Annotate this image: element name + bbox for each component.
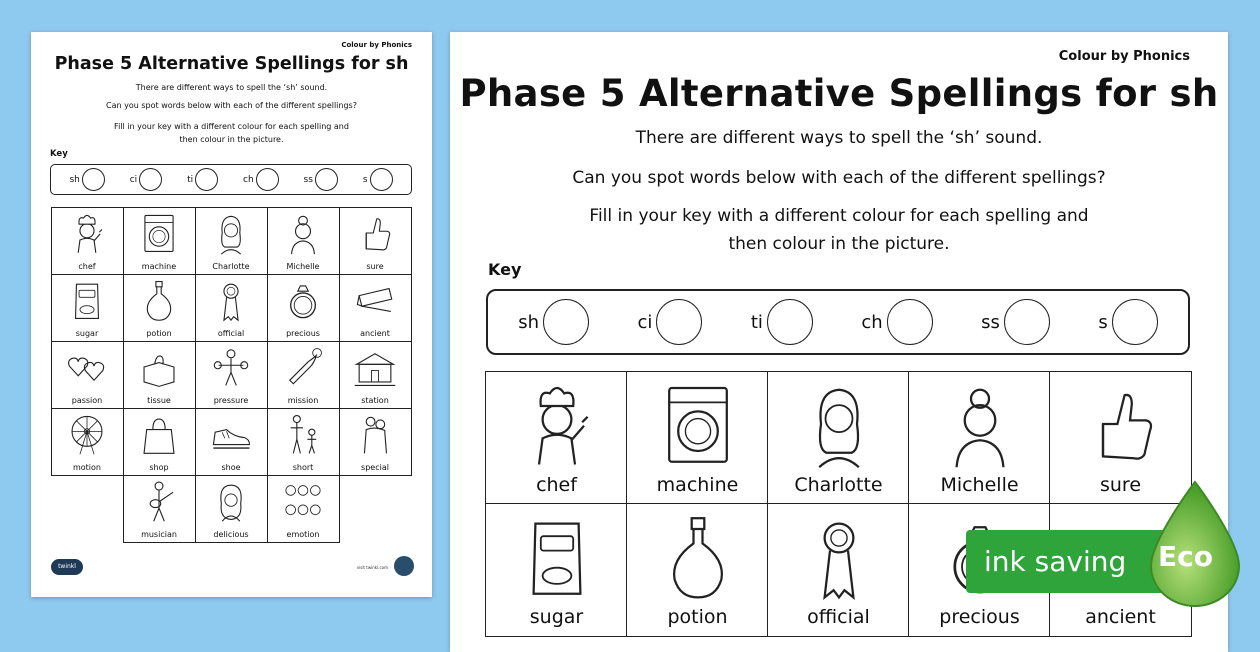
sugar-bag-icon [512, 511, 602, 601]
word-cell-short[interactable] [267, 408, 340, 476]
worksheet-thumbnail [31, 32, 432, 597]
word-cell-michelle[interactable] [908, 371, 1051, 505]
key-item-label: ci [637, 311, 653, 333]
girl-icon [794, 379, 884, 469]
intro-line-3: Fill in your key with a different colour for each spelling and [589, 206, 1089, 226]
key-circle[interactable] [82, 168, 105, 191]
word-label: ancient [1085, 605, 1156, 628]
eating-person-icon [209, 479, 253, 523]
key-item-label: ss [981, 311, 1000, 333]
word-cell-station[interactable] [339, 341, 412, 409]
intro-line-4: then colour in the picture. [728, 234, 950, 254]
brand-label: Colour by Phonics [341, 41, 412, 49]
word-cell-passion[interactable] [51, 341, 124, 409]
intro-line-2: Can you spot words below with each of the different spellings? [106, 101, 357, 110]
word-cell-mission[interactable] [267, 341, 340, 409]
word-label: official [217, 328, 245, 338]
key-circle[interactable] [256, 168, 279, 191]
word-label: sugar [529, 605, 584, 628]
word-cell-machine[interactable] [626, 371, 769, 505]
word-label: station [361, 395, 389, 405]
page-title: Phase 5 Alternative Spellings for sh [459, 72, 1219, 115]
key-item-ch [243, 168, 279, 191]
thumbs-up-icon [1076, 379, 1166, 469]
key-item-label: ti [187, 174, 194, 185]
word-label: Michelle [940, 473, 1019, 496]
word-label: precious [286, 328, 320, 338]
shopping-bag-icon [137, 412, 181, 456]
word-label: shop [149, 462, 169, 472]
intro-line-3: Fill in your key with a different colour for each spelling and [114, 122, 349, 131]
rocket-icon [281, 345, 325, 389]
rosette-icon [209, 278, 253, 322]
word-cell-sugar[interactable] [51, 274, 124, 342]
woman-icon [935, 379, 1025, 469]
washing-machine-icon [137, 211, 181, 255]
ferris-wheel-icon [65, 412, 109, 456]
word-cell-emotion[interactable] [267, 475, 340, 543]
twinkl-logo: twinkl [51, 559, 83, 575]
key-item-ss [304, 168, 338, 191]
hugging-couple-icon [353, 412, 397, 456]
key-item-ti [187, 168, 218, 191]
chef-icon [65, 211, 109, 255]
word-cell-ancient[interactable] [339, 274, 412, 342]
word-cell-motion[interactable] [51, 408, 124, 476]
hearts-icon [65, 345, 109, 389]
intro-line-4: then colour in the picture. [179, 135, 284, 144]
key-item-ss [981, 299, 1050, 345]
word-label: sure [366, 261, 384, 271]
word-cell-chef[interactable] [485, 371, 628, 505]
key-box [50, 164, 412, 195]
word-label: machine [141, 261, 177, 271]
word-cell-pressure[interactable] [195, 341, 268, 409]
word-label: short [292, 462, 314, 472]
word-label: passion [71, 395, 103, 405]
rosette-icon [794, 511, 884, 601]
page-title: Phase 5 Alternative Spellings for sh [54, 54, 409, 74]
key-item-s [1098, 299, 1157, 345]
word-cell-charlotte[interactable] [767, 371, 910, 505]
key-item-label: sh [518, 311, 540, 333]
word-label: potion [146, 328, 172, 338]
key-item-ch [861, 299, 932, 345]
trainer-icon [209, 412, 253, 456]
word-label: delicious [213, 529, 249, 539]
key-item-label: ti [750, 311, 763, 333]
word-label: chef [78, 261, 96, 271]
eco-label: Eco [1158, 540, 1213, 573]
key-label: Key [50, 149, 68, 159]
intro-line-1: There are different ways to spell the ‘sh’ sound. [135, 83, 328, 92]
word-label: Charlotte [212, 261, 250, 271]
key-item-label: ch [243, 174, 254, 185]
potion-bottle-icon [137, 278, 181, 322]
girl-icon [209, 211, 253, 255]
word-cell-sure[interactable] [339, 207, 412, 275]
word-cell-sugar[interactable] [485, 503, 628, 637]
word-cell-machine[interactable] [123, 207, 196, 275]
word-cell-michelle[interactable] [267, 207, 340, 275]
key-item-label: ss [303, 174, 313, 185]
key-circle[interactable] [887, 299, 933, 345]
key-item-label: s [1098, 311, 1108, 333]
word-label: Michelle [286, 261, 320, 271]
word-cell-potion[interactable] [626, 503, 769, 637]
word-grid [486, 372, 1191, 636]
word-cell-tissue[interactable] [123, 341, 196, 409]
key-label: Key [488, 260, 522, 279]
key-circle[interactable] [1112, 299, 1158, 345]
key-circle[interactable] [543, 299, 589, 345]
weightlifter-icon [209, 345, 253, 389]
word-cell-precious[interactable] [267, 274, 340, 342]
key-circle[interactable] [315, 168, 338, 191]
key-box [486, 289, 1190, 355]
key-circle[interactable] [370, 168, 393, 191]
word-label: mission [287, 395, 319, 405]
word-label: shoe [221, 462, 241, 472]
brand-label: Colour by Phonics [1058, 49, 1190, 64]
scroll-icon [353, 278, 397, 322]
word-cell-delicious[interactable] [195, 475, 268, 543]
guitarist-icon [137, 479, 181, 523]
word-cell-shoe[interactable] [195, 408, 268, 476]
key-circle[interactable] [656, 299, 702, 345]
tissue-box-icon [137, 345, 181, 389]
potion-bottle-icon [653, 511, 743, 601]
key-item-label: ch [861, 311, 883, 333]
sugar-bag-icon [65, 278, 109, 322]
key-item-label: s [362, 174, 368, 185]
word-label: ancient [360, 328, 390, 338]
word-cell-potion[interactable] [123, 274, 196, 342]
word-label: pressure [213, 395, 249, 405]
word-cell-shop[interactable] [123, 408, 196, 476]
empty-cell [51, 475, 124, 543]
word-cell-official[interactable] [767, 503, 910, 637]
people-height-icon [281, 412, 325, 456]
word-label: machine [656, 473, 739, 496]
key-circle[interactable] [1004, 299, 1050, 345]
ink-saving-label: ink saving [984, 545, 1127, 578]
word-label: special [361, 462, 389, 472]
key-item-sh [69, 168, 104, 191]
thumbs-up-icon [353, 211, 397, 255]
key-item-sh [518, 299, 589, 345]
word-cell-special[interactable] [339, 408, 412, 476]
word-cell-musician[interactable] [123, 475, 196, 543]
word-label: emotion [286, 529, 320, 539]
key-item-ci [130, 168, 162, 191]
key-circle[interactable] [139, 168, 162, 191]
word-label: sugar [75, 328, 99, 338]
word-label: tissue [147, 395, 171, 405]
word-cell-chef[interactable] [51, 207, 124, 275]
key-item-label: sh [69, 174, 80, 185]
key-circle[interactable] [195, 168, 218, 191]
word-grid [51, 207, 411, 542]
word-cell-official[interactable] [195, 274, 268, 342]
word-label: precious [939, 605, 1020, 628]
footer-badge-icon [394, 556, 414, 576]
key-item-label: ci [129, 174, 138, 185]
word-label: potion [667, 605, 728, 628]
key-item-s [363, 168, 393, 191]
word-label: sure [1099, 473, 1142, 496]
intro-line-2: Can you spot words below with each of the different spellings? [572, 168, 1106, 188]
ring-icon [281, 278, 325, 322]
word-label: motion [72, 462, 101, 472]
chef-icon [512, 379, 602, 469]
key-item-ci [637, 299, 702, 345]
footer-url: visit twinkl.com [356, 565, 388, 570]
faces-icon [281, 479, 325, 523]
word-label: chef [536, 473, 577, 496]
key-circle[interactable] [767, 299, 813, 345]
word-label: musician [141, 529, 177, 539]
key-item-ti [751, 299, 813, 345]
woman-icon [281, 211, 325, 255]
washing-machine-icon [653, 379, 743, 469]
word-label: Charlotte [794, 473, 883, 496]
intro-line-1: There are different ways to spell the ‘sh’ sound. [635, 128, 1043, 148]
word-cell-charlotte[interactable] [195, 207, 268, 275]
station-icon [353, 345, 397, 389]
word-label: official [807, 605, 870, 628]
